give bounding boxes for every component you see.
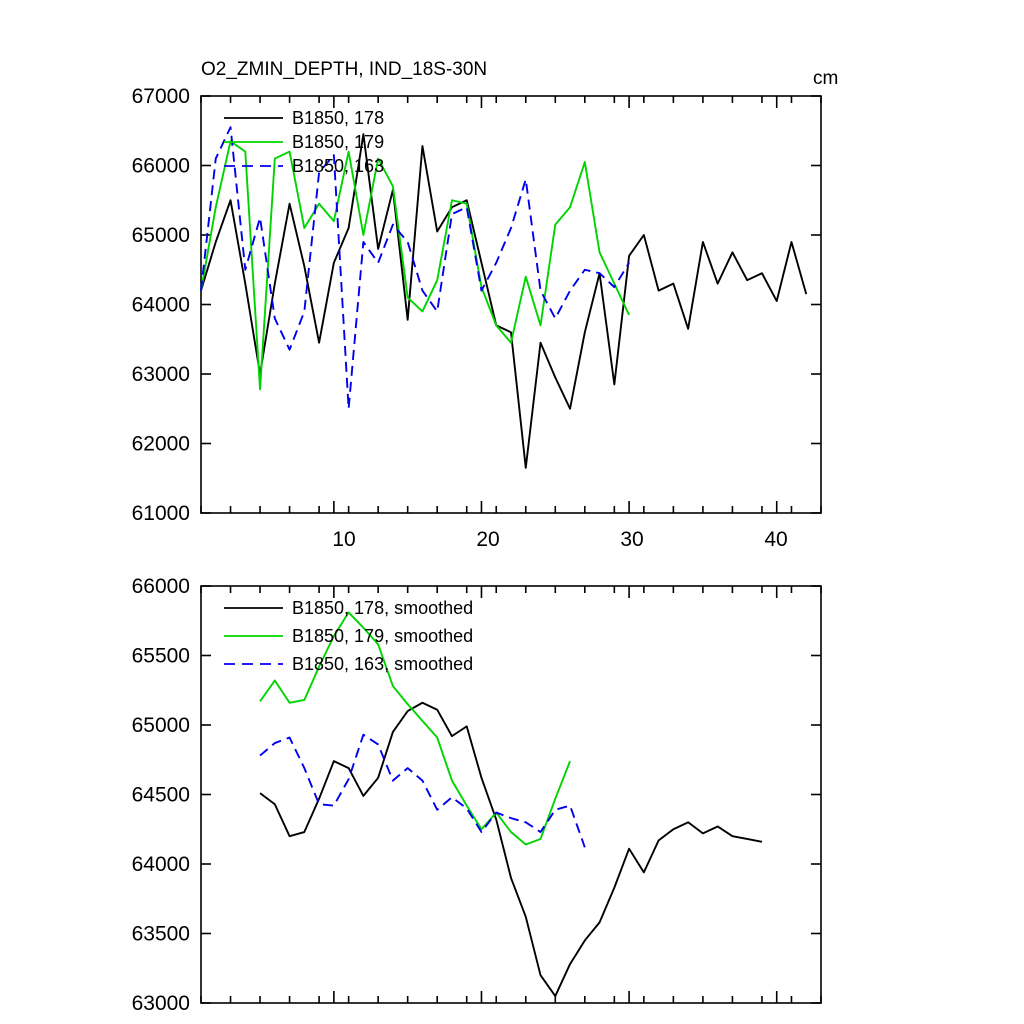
- y-tick-label: 64000: [131, 853, 190, 876]
- y-tick-label: 62000: [131, 432, 190, 456]
- y-tick-label: 64500: [131, 783, 190, 807]
- chart-svg-bottom: [0, 560, 1024, 1024]
- legend-label: B1850, 179: [292, 132, 385, 152]
- y-tick-label: 64000: [131, 293, 190, 317]
- chart-panel-bottom: [0, 560, 1024, 1024]
- series-line: [260, 612, 570, 844]
- series-line: [260, 735, 585, 848]
- legend-label: B1850, 163: [292, 156, 385, 176]
- x-tick-label: 30: [620, 528, 644, 551]
- series-line: [260, 703, 762, 996]
- x-tick-label: 40: [764, 528, 788, 551]
- legend-label: B1850, 179, smoothed: [292, 626, 474, 646]
- y-tick-label: 63000: [131, 992, 190, 1015]
- chart-title-top: O2_ZMIN_DEPTH, IND_18S-30N: [201, 59, 488, 80]
- legend-top: [224, 108, 384, 176]
- y-tick-label: 65500: [131, 644, 190, 668]
- x-tick-label: 20: [476, 528, 500, 551]
- y-tick-label: 63000: [131, 363, 190, 386]
- plot-frame-bottom: [201, 586, 821, 1003]
- y-axis-top: [132, 85, 821, 525]
- legend-label: B1850, 163, smoothed: [292, 654, 474, 674]
- legend-label: B1850, 178: [292, 108, 385, 128]
- chart-unit-label-top: cm: [813, 68, 839, 89]
- x-axis-bottom: [201, 586, 821, 1003]
- series-line: [201, 127, 629, 408]
- data-lines-top: [201, 127, 806, 468]
- legend-bottom: [224, 598, 473, 674]
- legend-label: B1850, 178, smoothed: [292, 598, 474, 618]
- y-tick-label: 65000: [131, 714, 190, 737]
- series-line: [201, 134, 806, 468]
- y-tick-label: 67000: [131, 85, 190, 108]
- y-tick-label: 63500: [131, 922, 190, 946]
- y-tick-label: 61000: [131, 502, 190, 525]
- y-tick-label: 65000: [131, 224, 190, 247]
- y-tick-label: 66000: [131, 575, 190, 598]
- y-tick-label: 66000: [131, 154, 190, 178]
- y-axis-bottom: [132, 575, 821, 1015]
- x-tick-label: 10: [332, 528, 356, 551]
